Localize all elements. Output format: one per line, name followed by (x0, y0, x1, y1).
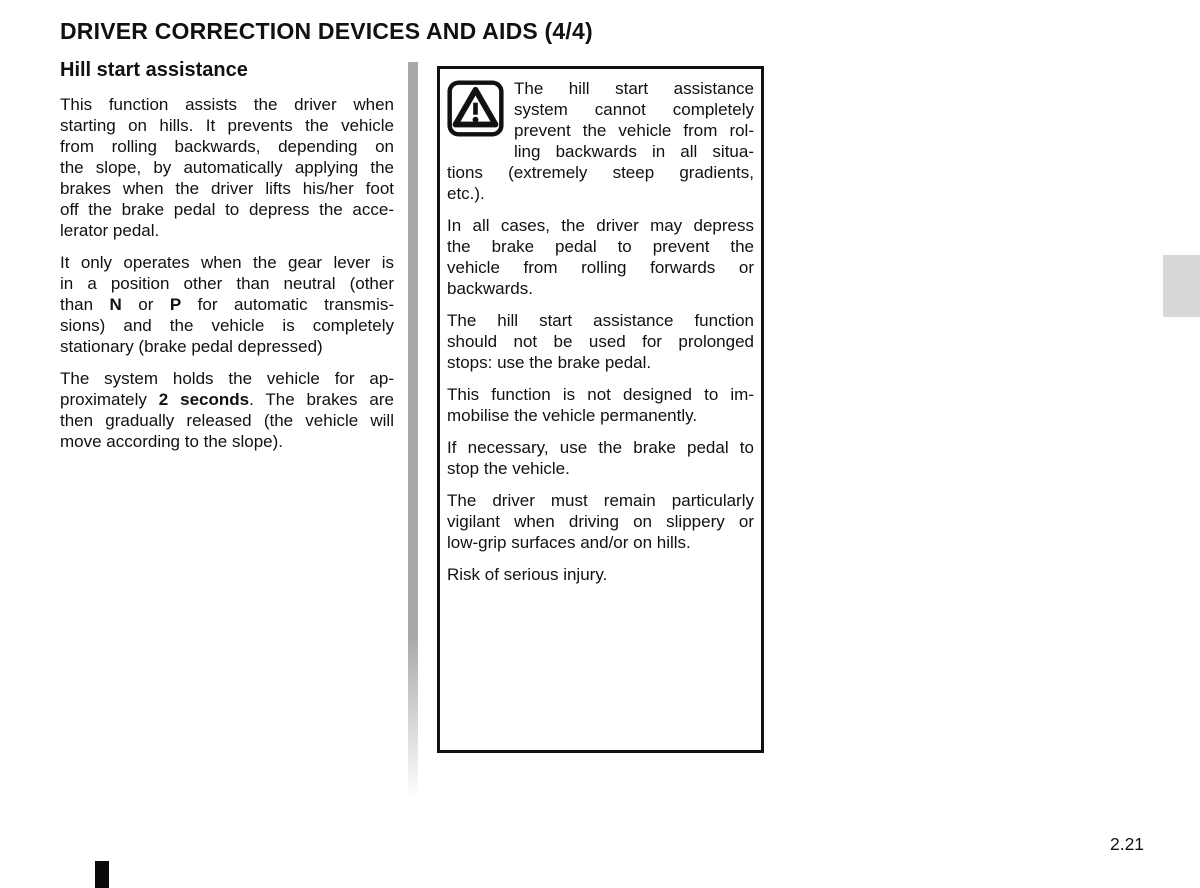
paragraph (447, 564, 754, 585)
text-line: from rolling backwards, depending on (60, 137, 394, 156)
text-line: sions) and the vehicle is completely (60, 316, 394, 335)
text-line: mobilise the vehicle permanently. (447, 406, 698, 425)
paragraph (447, 437, 754, 479)
text-line: tions (extremely steep gradients, (447, 163, 754, 182)
text-line: proximately 2 seconds. The brakes are (60, 390, 394, 409)
text-line: backwards. (447, 279, 533, 298)
text-line: vigilant when driving on slippery or (447, 512, 754, 531)
text-line: lerator pedal. (60, 221, 160, 240)
text-line: The hill start assistance function (447, 311, 754, 330)
warning-box-text (447, 78, 754, 585)
paragraph (60, 252, 394, 357)
text-line: in a position other than neutral (other (60, 274, 394, 293)
text-line: starting on hills. It prevents the vehicle (60, 116, 394, 135)
text-line: stop the vehicle. (447, 459, 570, 478)
print-registration-mark (95, 861, 109, 888)
text-line: The driver must remain particularly (447, 491, 754, 510)
text-line: ling backwards in all situa- (514, 142, 754, 161)
text-line: low-grip surfaces and/or on hills. (447, 533, 691, 552)
page-number: 2.21 (1109, 834, 1145, 854)
warning-triangle-icon (447, 80, 504, 137)
left-column-text (60, 94, 394, 463)
section-heading: Hill start assistance (60, 59, 248, 81)
text-line: Risk of serious injury. (447, 565, 608, 584)
paragraph (447, 310, 754, 373)
text-line: brakes when the driver lifts his/her foot (60, 179, 394, 198)
text-line: stationary (brake pedal depressed) (60, 337, 323, 356)
paragraph (447, 490, 754, 553)
text-line: The system holds the vehicle for ap- (60, 369, 394, 388)
text-line: than N or P for automatic transmis- (60, 295, 395, 314)
page-title: DRIVER CORRECTION DEVICES AND AIDS (4/4) (60, 18, 593, 44)
paragraph (447, 215, 754, 299)
column-divider (408, 62, 418, 800)
text-line: off the brake pedal to depress the acce- (60, 200, 394, 219)
text-line: system cannot completely (514, 100, 754, 119)
text-line: etc.). (447, 184, 485, 203)
text-line: It only operates when the gear lever is (60, 253, 394, 272)
text-line: should not be used for prolonged (447, 332, 754, 351)
text-line: stops: use the brake pedal. (447, 353, 652, 372)
paragraph (60, 368, 394, 452)
text-line: This function is not designed to im- (447, 385, 754, 404)
text-line: the slope, by automatically applying the (60, 158, 394, 177)
text-line: vehicle from rolling forwards or (447, 258, 754, 277)
text-line: This function assists the driver when (60, 95, 394, 114)
text-line: In all cases, the driver may depress (447, 216, 754, 235)
text-line: the brake pedal to prevent the (447, 237, 754, 256)
section-side-tab (1163, 255, 1200, 317)
text-line: If necessary, use the brake pedal to (447, 438, 754, 457)
warning-box (437, 66, 764, 753)
text-line: then gradually released (the vehicle will (60, 411, 394, 430)
text-line: The hill start assistance (514, 79, 754, 98)
paragraph (60, 94, 394, 241)
paragraph (447, 384, 754, 426)
text-line: prevent the vehicle from rol- (514, 121, 754, 140)
text-line: move according to the slope). (60, 432, 284, 451)
